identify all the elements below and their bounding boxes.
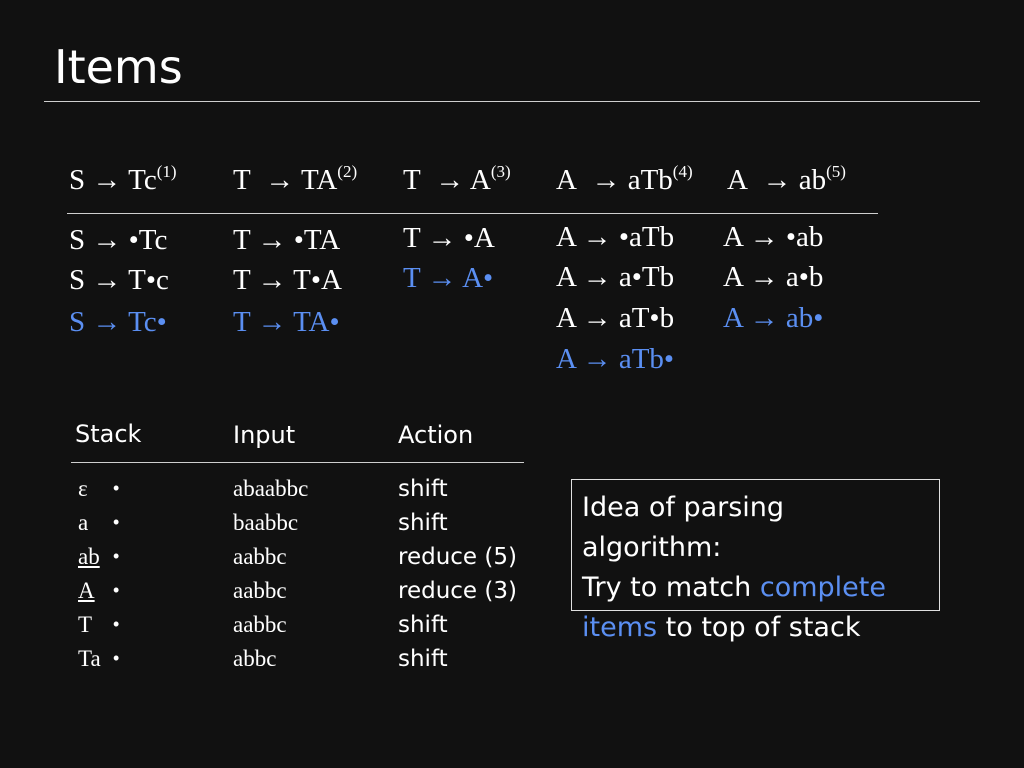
stack-cell: A	[78, 578, 95, 603]
stack-dot: •	[113, 478, 120, 498]
item-a4-1: A → •aTb	[556, 221, 675, 253]
input-cell: abaabbc	[233, 476, 309, 501]
stack-cell: T	[78, 612, 93, 637]
callout-line-2: Try to match complete	[582, 572, 886, 603]
item-t2-complete: T → TA•	[233, 306, 340, 338]
input-cell: abbc	[233, 646, 277, 671]
item-a4-2: A → a•Tb	[556, 261, 675, 293]
grammar-rule-2: T → TA$^{(2)}$	[233, 162, 358, 196]
item-a5-1: A → •ab	[723, 221, 824, 253]
stack-dot: •	[113, 614, 120, 634]
slide-title: Items	[54, 40, 183, 94]
item-a5-complete: A → ab•	[723, 302, 824, 334]
grammar-rule-5: $A \to ab^{(5)}$	[727, 162, 846, 196]
table-divider	[71, 462, 524, 463]
callout-highlight-complete: complete	[759, 572, 886, 603]
grammar-rule-4: A → aTb$^{(4)}$	[556, 162, 693, 196]
item-a4-3: A → aT•b	[556, 302, 675, 334]
input-cell: aabbc	[233, 612, 287, 637]
stack-dot: •	[113, 648, 120, 668]
stack-cell: ab	[78, 544, 100, 569]
header-stack: Stack	[75, 420, 142, 448]
grammar-divider	[67, 213, 878, 214]
idea-callout	[571, 479, 940, 643]
stack-dot: •	[113, 546, 120, 566]
item-s-2: S → T•c	[69, 264, 169, 296]
title-divider	[44, 101, 980, 102]
input-cell: baabbc	[233, 510, 299, 535]
stack-cell: ε	[78, 476, 88, 501]
header-input: Input	[233, 421, 296, 449]
item-t2-1: T → •TA	[233, 224, 341, 256]
item-s-complete: S → Tc•	[69, 306, 167, 338]
action-cell: reduce (5)	[398, 544, 517, 570]
grammar-rule-3: $T \to A^{(3)}$	[403, 162, 511, 196]
input-cell: aabbc	[233, 578, 287, 603]
item-t2-2: T → T•A	[233, 264, 342, 296]
action-cell: shift	[398, 476, 448, 502]
stack-dot: •	[113, 580, 120, 600]
callout-highlight-items: items	[582, 612, 658, 643]
header-action: Action	[398, 421, 474, 449]
stack-dot: •	[113, 512, 120, 532]
item-a4-complete: A → aTb•	[556, 343, 675, 375]
action-cell: reduce (3)	[398, 578, 517, 604]
stack-cell: a	[78, 510, 89, 535]
action-cell: shift	[398, 612, 448, 638]
stack-cell: Ta	[78, 646, 101, 671]
callout-line-1: Idea of parsing algorithm:	[582, 492, 785, 563]
item-t3-1: T → •A	[403, 222, 495, 254]
input-cell: aabbc	[233, 544, 287, 569]
item-t3-complete: T → A•	[403, 262, 494, 294]
item-s-1: S → •Tc	[69, 224, 168, 256]
callout-line-3: items to top of stack	[582, 612, 861, 643]
item-a5-2: A → a•b	[723, 261, 824, 293]
grammar-rule-1: S → Tc$^{(1)}$	[69, 162, 177, 196]
action-cell: shift	[398, 510, 448, 536]
action-cell: shift	[398, 646, 448, 672]
